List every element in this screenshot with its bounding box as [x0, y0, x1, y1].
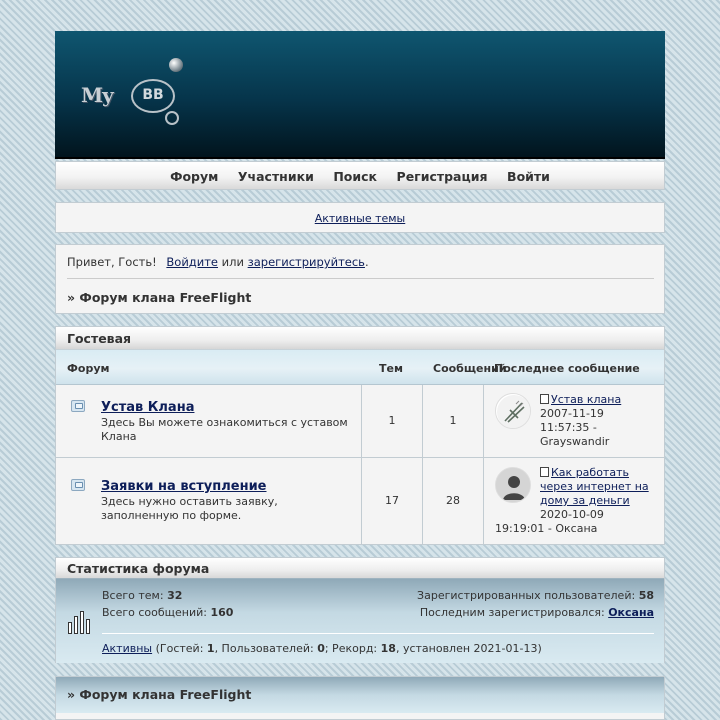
- forum-posts-count: 28: [422, 458, 483, 544]
- column-headers: [56, 350, 664, 385]
- forum-category-guest: [55, 326, 665, 545]
- forum-read-icon: [71, 400, 85, 412]
- avatar: [495, 393, 531, 429]
- forum-row: [56, 458, 664, 544]
- logo-ring-text: BB: [142, 87, 164, 103]
- last-post-link[interactable]: Устав клана: [551, 393, 622, 406]
- record-label: ; Рекорд:: [324, 642, 378, 655]
- total-posts: [102, 606, 233, 619]
- logo-text: My: [81, 83, 113, 107]
- breadcrumb: » Форум клана FreeFlight: [56, 677, 664, 713]
- total-topics-label: Всего тем:: [102, 589, 164, 602]
- online-info: [102, 642, 542, 655]
- registered-users: [417, 589, 654, 602]
- greeting-dot: .: [364, 255, 369, 269]
- last-post-author: Grayswandir: [540, 435, 610, 448]
- last-post-info: [540, 393, 656, 449]
- last-post-time-author: 19:19:01 - Оксана: [495, 522, 598, 535]
- total-posts-value: 160: [210, 606, 234, 619]
- register-link[interactable]: зарегистрируйтесь: [247, 255, 365, 269]
- greeting-text: Привет, Гость!: [67, 255, 157, 269]
- last-post-date: 2007-11-19: [540, 407, 604, 420]
- statistics-chart-icon: [68, 610, 92, 634]
- forum-title-link[interactable]: Устав Клана: [101, 400, 195, 415]
- forum-topics-count: 1: [361, 385, 422, 457]
- logo-ball-icon: [169, 58, 183, 72]
- record-value: 18: [380, 642, 396, 655]
- forum-title-link[interactable]: Заявки на вступление: [101, 479, 267, 494]
- active-topics-link[interactable]: Активные темы: [314, 212, 406, 225]
- forum-posts-count: 1: [422, 385, 483, 457]
- or-text: или: [221, 255, 244, 269]
- divider: [102, 633, 654, 634]
- forum-header-banner: [55, 31, 665, 159]
- logo-ring: [131, 79, 175, 113]
- nav-register[interactable]: Регистрация: [396, 169, 488, 184]
- forum-row: [56, 385, 664, 458]
- breadcrumb: » Форум клана FreeFlight: [67, 290, 252, 305]
- guests-value: 1: [206, 642, 215, 655]
- forum-description: Здесь нужно оставить заявку, заполненную по форме.: [101, 495, 278, 522]
- last-post-date: 2020-10-09: [540, 508, 604, 521]
- last-post-info: [540, 466, 656, 522]
- col-last-post: Последнее сообщение: [494, 362, 640, 375]
- document-icon: [540, 394, 549, 404]
- col-posts: Сообщений: [433, 362, 507, 375]
- logo-circle-icon: [165, 111, 179, 125]
- active-topics-bar: [55, 202, 665, 233]
- record-date: , установлен 2021-01-13): [395, 642, 542, 655]
- members-label: , Пользователей:: [214, 642, 314, 655]
- total-topics: [102, 589, 182, 602]
- total-topics-value: 32: [167, 589, 183, 602]
- nav-search[interactable]: Поиск: [333, 169, 378, 184]
- nav-members[interactable]: Участники: [237, 169, 314, 184]
- avatar: [495, 467, 531, 503]
- registered-users-label: Зарегистрированных пользователей:: [417, 589, 636, 602]
- forum-statistics: [55, 557, 665, 663]
- guests-label: (Гостей:: [155, 642, 204, 655]
- main-navigation: [55, 161, 665, 190]
- forum-read-icon: [71, 479, 85, 491]
- last-registered-label: Последним зарегистрировался:: [419, 606, 605, 619]
- nav-login[interactable]: Войти: [507, 169, 550, 184]
- last-registered: [420, 606, 654, 619]
- greeting-line: [67, 255, 369, 269]
- document-icon: [540, 467, 549, 477]
- welcome-panel: [55, 244, 665, 314]
- last-registered-user-link[interactable]: Оксана: [608, 606, 654, 619]
- forum-topics-count: 17: [361, 458, 422, 544]
- total-posts-label: Всего сообщений:: [102, 606, 207, 619]
- online-users-link[interactable]: Активны: [102, 642, 153, 655]
- last-post-time: 11:57:35 -: [540, 421, 597, 434]
- stats-body: [56, 579, 664, 663]
- forum-description: Здесь Вы можете ознакомиться с уставом Клана: [101, 416, 348, 443]
- category-title: Гостевая: [56, 327, 664, 350]
- nav-forum[interactable]: Форум: [170, 169, 219, 184]
- members-value: 0: [317, 642, 325, 655]
- login-link[interactable]: Войдите: [166, 255, 219, 269]
- col-forum: Форум: [67, 362, 110, 375]
- stats-title: Статистика форума: [56, 558, 664, 579]
- registered-users-value: 58: [638, 589, 654, 602]
- col-topics: Тем: [379, 362, 403, 375]
- footer-breadcrumb-panel: [55, 676, 665, 720]
- last-post-link[interactable]: Как работать через интернет на дому за деньги: [540, 466, 649, 507]
- divider: [67, 278, 654, 279]
